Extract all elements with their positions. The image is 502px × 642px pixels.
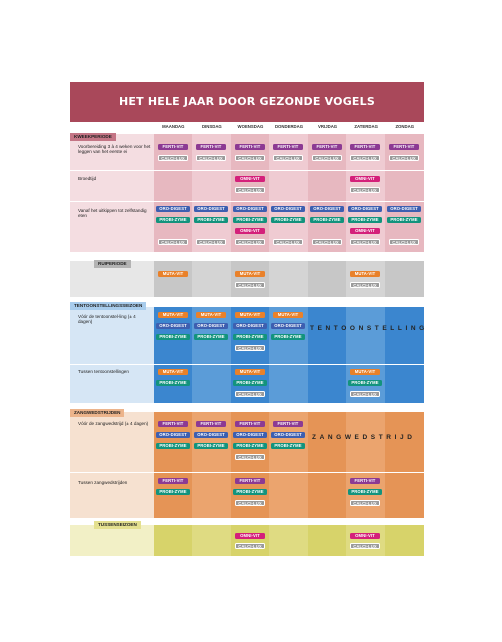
row-label: Vóór de zangwedstrijd (± 4 dagen) [78, 421, 149, 426]
product-tag: ORO-DIGEST [271, 206, 305, 212]
product-tag: ORO-DIGEST [194, 206, 228, 212]
product-tag: CALCI-LUX [235, 500, 265, 506]
product-tag: CALCI-LUX [273, 239, 303, 245]
section-label: KWEEKPERIODE [70, 133, 116, 141]
page-title: HET HELE JAAR DOOR GEZONDE VOGELS [70, 82, 424, 122]
product-tag: PROBI-ZYME [271, 217, 305, 223]
product-tag: OMNI-VIT [235, 176, 265, 182]
product-tag: MUTA-VIT [235, 369, 265, 375]
product-tag: FERTI-VIT [312, 144, 342, 150]
product-tag: FERTI-VIT [235, 478, 265, 484]
product-tag: MUTA-VIT [158, 271, 188, 277]
product-tag: ORO-DIGEST [233, 432, 267, 438]
product-tag: CALCI-LUX [235, 155, 265, 161]
day-header-row [154, 122, 424, 132]
product-tag: MUTA-VIT [273, 312, 303, 318]
product-tag: PROBI-ZYME [194, 334, 228, 340]
product-tag: ORO-DIGEST [156, 323, 190, 329]
product-tag: PROBI-ZYME [233, 489, 267, 495]
day-thursday: DONDERDAG [274, 124, 304, 129]
event-label: TENTOONSTELLING [310, 325, 428, 332]
product-tag: MUTA-VIT [196, 312, 226, 318]
row-label: Vóór de tentoonstel-ling (± 4 dagen) [78, 314, 136, 325]
product-tag: CALCI-LUX [350, 187, 380, 193]
product-tag: PROBI-ZYME [271, 334, 305, 340]
product-tag: OMNI-VIT [350, 533, 380, 539]
section-label: TENTOONSTELLINGSSEIZOEN [70, 302, 146, 310]
product-tag: FERTI-VIT [196, 144, 226, 150]
product-tag: PROBI-ZYME [233, 217, 267, 223]
day-saturday: ZATERDAG [354, 124, 378, 129]
section-zangwedstrijden [70, 412, 424, 518]
product-tag: PROBI-ZYME [156, 443, 190, 449]
product-tag: FERTI-VIT [196, 421, 226, 427]
product-tag: FERTI-VIT [235, 144, 265, 150]
product-tag: CALCI-LUX [235, 454, 265, 460]
product-tag: OMNI-VIT [350, 176, 380, 182]
product-tag: CALCI-LUX [350, 282, 380, 288]
product-tag: PROBI-ZYME [156, 380, 190, 386]
product-tag: PROBI-ZYME [233, 380, 267, 386]
product-tag: FERTI-VIT [158, 421, 188, 427]
product-tag: CALCI-LUX [389, 239, 419, 245]
section-ruiperiode [70, 261, 424, 297]
product-tag: OMNI-VIT [235, 533, 265, 539]
product-tag: MUTA-VIT [235, 312, 265, 318]
product-tag: FERTI-VIT [389, 144, 419, 150]
product-tag: CALCI-LUX [389, 155, 419, 161]
product-tag: CALCI-LUX [158, 239, 188, 245]
row-label: Vanaf het uitkippen tot zelfstandig eten [78, 208, 147, 219]
row-label: Tussen zangwedstrijden [78, 480, 128, 485]
product-tag: PROBI-ZYME [233, 443, 267, 449]
product-tag: FERTI-VIT [350, 478, 380, 484]
product-tag: ORO-DIGEST [348, 206, 382, 212]
product-tag: CALCI-LUX [196, 239, 226, 245]
product-tag: MUTA-VIT [350, 369, 380, 375]
product-tag: FERTI-VIT [273, 144, 303, 150]
day-wednesday: WOENSDAG [237, 124, 264, 129]
product-tag: FERTI-VIT [273, 421, 303, 427]
product-tag: FERTI-VIT [350, 144, 380, 150]
product-tag: FERTI-VIT [158, 478, 188, 484]
product-tag: PROBI-ZYME [156, 334, 190, 340]
product-tag: ORO-DIGEST [156, 206, 190, 212]
product-tag: CALCI-LUX [312, 155, 342, 161]
product-tag: CALCI-LUX [273, 155, 303, 161]
product-tag: PROBI-ZYME [156, 489, 190, 495]
day-monday: MAANDAG [162, 124, 185, 129]
product-tag: MUTA-VIT [158, 312, 188, 318]
section-tussenseizoen [70, 522, 424, 556]
product-tag: FERTI-VIT [235, 421, 265, 427]
product-tag: CALCI-LUX [235, 543, 265, 549]
product-tag: CALCI-LUX [235, 391, 265, 397]
section-tentoonstelling [70, 303, 428, 403]
product-tag: PROBI-ZYME [348, 489, 382, 495]
product-tag: OMNI-VIT [235, 228, 265, 234]
product-tag: PROBI-ZYME [348, 217, 382, 223]
product-tag: CALCI-LUX [350, 155, 380, 161]
event-label: ZANGWEDSTRIJD [312, 434, 416, 441]
product-tag: ORO-DIGEST [271, 432, 305, 438]
product-tag: ORO-DIGEST [271, 323, 305, 329]
product-tag: PROBI-ZYME [233, 334, 267, 340]
product-tag: CALCI-LUX [158, 155, 188, 161]
product-tag: PROBI-ZYME [271, 443, 305, 449]
product-tag: CALCI-LUX [350, 391, 380, 397]
day-tuesday: DINSDAG [201, 124, 222, 129]
product-tag: ORO-DIGEST [233, 323, 267, 329]
day-sunday: ZONDAG [395, 124, 415, 129]
section-label: TUSSENSEIZOEN [94, 521, 141, 529]
product-tag: CALCI-LUX [235, 282, 265, 288]
product-tag: MUTA-VIT [350, 271, 380, 277]
product-tag: PROBI-ZYME [348, 380, 382, 386]
section-label: RUIPERIODE [94, 260, 131, 268]
product-tag: CALCI-LUX [350, 543, 380, 549]
product-tag: CALCI-LUX [235, 345, 265, 351]
section-label: ZANGWEDSTRIJDEN [70, 409, 124, 417]
day-friday: VRIJDAG [318, 124, 338, 129]
product-tag: OMNI-VIT [350, 228, 380, 234]
product-tag: PROBI-ZYME [194, 217, 228, 223]
schedule-chart [70, 82, 428, 576]
product-tag: ORO-DIGEST [194, 432, 228, 438]
product-tag: CALCI-LUX [312, 239, 342, 245]
product-tag: MUTA-VIT [235, 271, 265, 277]
row-label: Broedtijd [78, 176, 97, 181]
product-tag: FERTI-VIT [158, 144, 188, 150]
product-tag: CALCI-LUX [196, 155, 226, 161]
product-tag: MUTA-VIT [158, 369, 188, 375]
product-tag: CALCI-LUX [235, 239, 265, 245]
product-tag: CALCI-LUX [350, 500, 380, 506]
row-label: Tussen tentoonstellingen [78, 369, 129, 374]
product-tag: PROBI-ZYME [387, 217, 421, 223]
product-tag: ORO-DIGEST [387, 206, 421, 212]
product-tag: ORO-DIGEST [233, 206, 267, 212]
row-label: Voorbereiding 3 à 4 weken voor het leggen van het eerste ei [78, 144, 151, 155]
product-tag: ORO-DIGEST [194, 323, 228, 329]
product-tag: ORO-DIGEST [156, 432, 190, 438]
section-kweekperiode [70, 134, 424, 252]
product-tag: PROBI-ZYME [310, 217, 344, 223]
product-tag: CALCI-LUX [350, 239, 380, 245]
product-tag: ORO-DIGEST [310, 206, 344, 212]
product-tag: CALCI-LUX [235, 187, 265, 193]
product-tag: PROBI-ZYME [194, 443, 228, 449]
product-tag: PROBI-ZYME [156, 217, 190, 223]
